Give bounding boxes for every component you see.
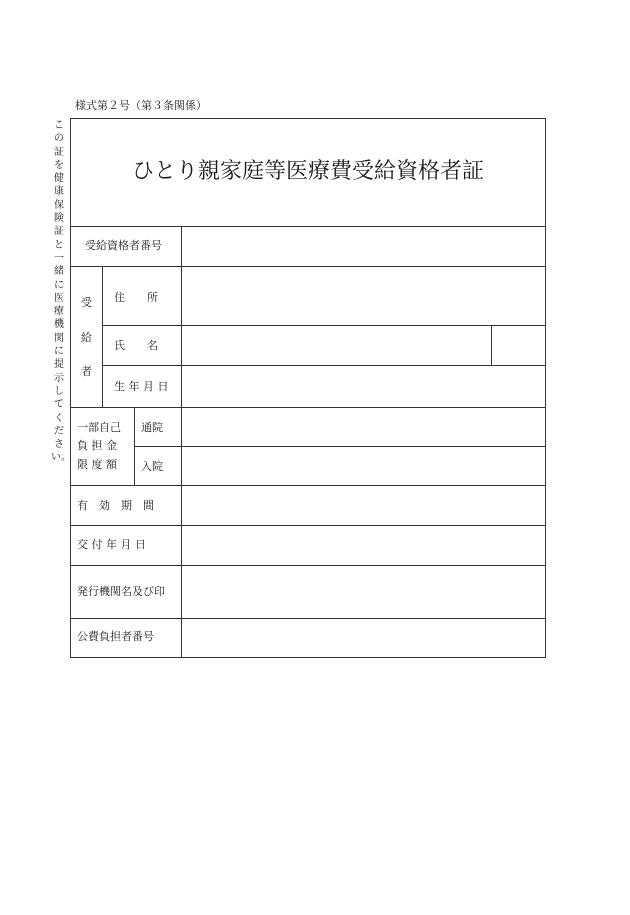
form-number: 様式第２号（第３条関係）	[75, 99, 207, 112]
name-field[interactable]	[182, 326, 491, 365]
recipient-number-label: 受給資格者番号	[85, 239, 162, 252]
copay-limit-label: 一部自己	[77, 421, 121, 434]
address-label: 住 所	[114, 291, 158, 304]
seal-box[interactable]	[492, 326, 545, 365]
outpatient-limit-field[interactable]	[182, 408, 545, 446]
issue-date-label: 交 付 年 月 日	[77, 538, 146, 551]
issue-date-field[interactable]	[182, 526, 545, 565]
outpatient-label: 通院	[141, 421, 163, 434]
valid-period-label: 有 効 期 間	[77, 499, 154, 512]
copay-group-divider	[134, 407, 135, 485]
copay-limit-label: 負 担 金	[77, 439, 117, 452]
side-note: この証を健康保険証と一緒に医療機関に提示してください。	[51, 120, 71, 464]
payer-number-label: 公費負担者番号	[77, 630, 154, 643]
recipient-group-divider	[102, 266, 103, 407]
recipient-group-char: 者	[81, 365, 92, 378]
recipient-group-char: 受	[81, 296, 92, 309]
copay-limit-label: 限 度 額	[77, 458, 117, 471]
inpatient-limit-field[interactable]	[182, 447, 545, 485]
birth-date-field[interactable]	[182, 366, 545, 407]
birth-date-label: 生 年 月 日	[114, 380, 169, 393]
name-label: 氏 名	[114, 339, 158, 352]
payer-number-field[interactable]	[182, 619, 545, 657]
issuer-field[interactable]	[182, 566, 545, 618]
recipient-group-char: 給	[81, 331, 92, 344]
certificate-title: ひとり親家庭等医療費受給資格者証	[131, 159, 484, 184]
address-field[interactable]	[182, 267, 545, 325]
valid-period-field[interactable]	[182, 486, 545, 525]
recipient-number-field[interactable]	[182, 227, 545, 266]
issuer-label: 発行機関名及び印	[77, 585, 165, 598]
inpatient-label: 入院	[141, 460, 163, 473]
certificate-form	[70, 118, 546, 658]
